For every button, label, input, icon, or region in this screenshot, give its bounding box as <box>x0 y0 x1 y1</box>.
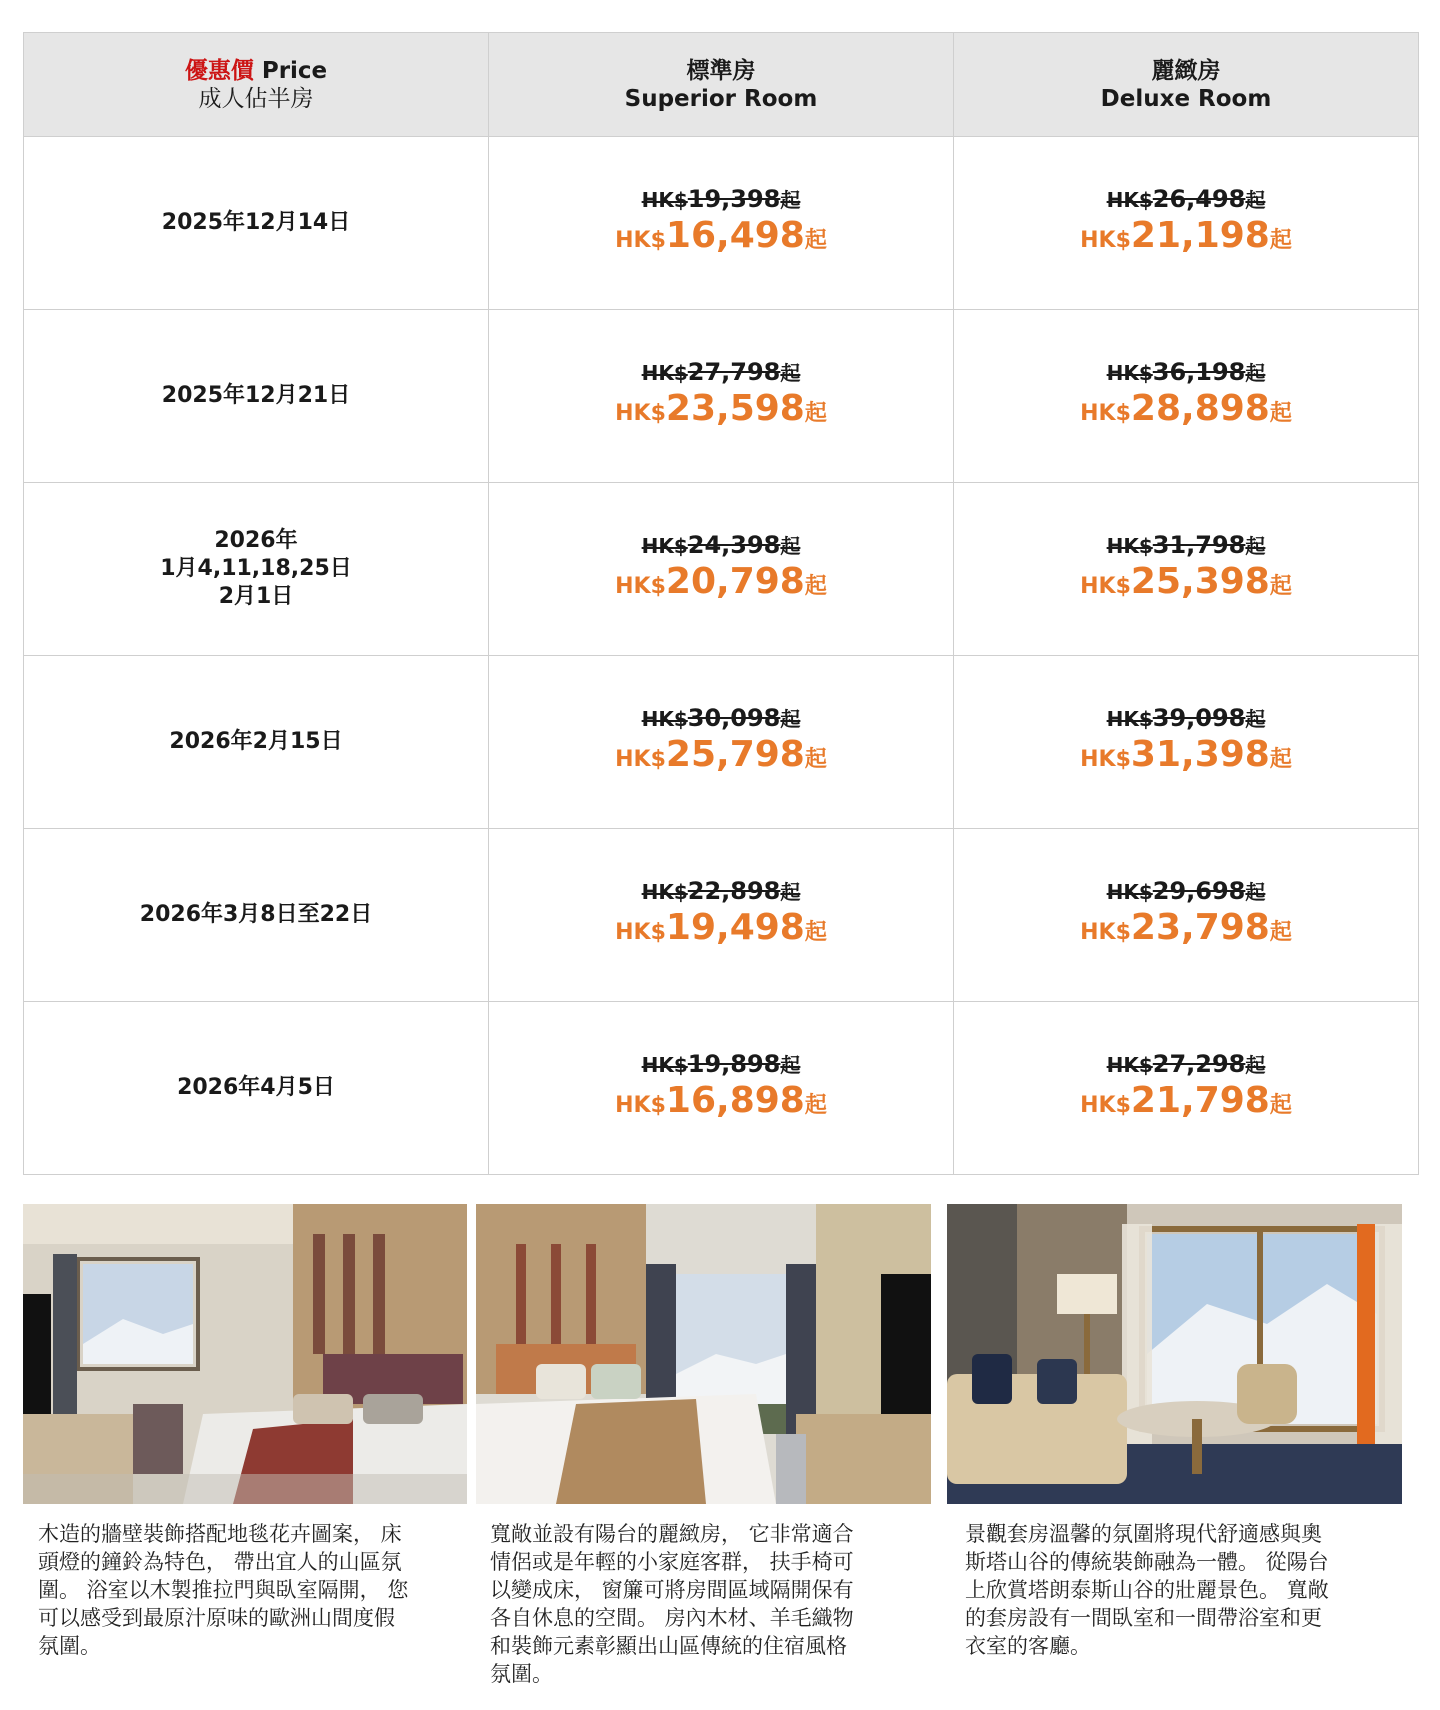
header-price <box>24 33 489 137</box>
deluxe-original-price: HK$36,198起 <box>1106 358 1266 386</box>
description-line: 衣室的客廳。 <box>965 1634 1091 1658</box>
deluxe-original-price: HK$39,098起 <box>1106 704 1266 732</box>
deluxe-offer-price: HK$21,198起 <box>1080 215 1292 256</box>
date-line: 2026年2月15日 <box>169 729 343 754</box>
superior-offer-price: HK$16,498起 <box>615 215 827 256</box>
header-deluxe-en: Deluxe Room <box>1100 85 1272 112</box>
suite-room-description <box>965 1520 1405 1660</box>
description-line: 可以感受到最原汁原味的歐洲山間度假 <box>38 1606 395 1630</box>
header-superior-zh: 標準房 <box>686 57 756 84</box>
superior-original-price: HK$30,098起 <box>641 704 801 732</box>
superior-offer-price: HK$23,598起 <box>615 388 827 429</box>
deluxe-original-price: HK$31,798起 <box>1106 531 1266 559</box>
table-row <box>24 1002 1419 1175</box>
header-price-en: Price <box>261 57 328 84</box>
date-cell <box>24 483 489 656</box>
deluxe-price-cell <box>954 1002 1419 1175</box>
description-line: 頭燈的鐘鈴為特色， 帶出宜人的山區氛 <box>38 1550 402 1574</box>
deluxe-offer-price: HK$25,398起 <box>1080 561 1292 602</box>
header-superior-room <box>489 33 954 137</box>
room-gallery <box>0 1204 1440 1504</box>
superior-price-cell <box>489 829 954 1002</box>
superior-price-cell <box>489 483 954 656</box>
superior-price-cell <box>489 137 954 310</box>
header-price-highlight: 優惠價 <box>184 57 254 84</box>
price-table <box>23 32 1419 1175</box>
deluxe-price-cell <box>954 483 1419 656</box>
deluxe-price-cell <box>954 829 1419 1002</box>
superior-original-price: HK$19,898起 <box>641 1050 801 1078</box>
table-row <box>24 137 1419 310</box>
table-row <box>24 656 1419 829</box>
description-line: 各自休息的空間。 房內木材、羊毛織物 <box>490 1606 854 1630</box>
superior-offer-price: HK$20,798起 <box>615 561 827 602</box>
date-line: 2月1日 <box>218 584 294 609</box>
superior-room-photo <box>23 1204 467 1504</box>
superior-offer-price: HK$16,898起 <box>615 1080 827 1121</box>
superior-price-cell <box>489 1002 954 1175</box>
description-line: 氛圍。 <box>490 1662 553 1686</box>
date-cell <box>24 310 489 483</box>
deluxe-price-cell <box>954 137 1419 310</box>
date-line: 2025年12月14日 <box>161 210 351 235</box>
table-row <box>24 483 1419 656</box>
superior-original-price: HK$24,398起 <box>641 531 801 559</box>
superior-price-cell <box>489 310 954 483</box>
description-line: 寬敞並設有陽台的麗緻房， 它非常適合 <box>490 1522 854 1546</box>
deluxe-offer-price: HK$21,798起 <box>1080 1080 1292 1121</box>
deluxe-original-price: HK$26,498起 <box>1106 185 1266 213</box>
header-deluxe-zh: 麗緻房 <box>1151 57 1221 84</box>
superior-original-price: HK$19,398起 <box>641 185 801 213</box>
deluxe-original-price: HK$27,298起 <box>1106 1050 1266 1078</box>
description-line: 的套房設有一間臥室和一間帶浴室和更 <box>965 1606 1322 1630</box>
superior-original-price: HK$22,898起 <box>641 877 801 905</box>
table-header-row <box>24 33 1419 137</box>
description-line: 上欣賞塔朗泰斯山谷的壯麗景色。 寬敞 <box>965 1578 1329 1602</box>
deluxe-room-description <box>490 1520 930 1688</box>
description-line: 圍。 浴室以木製推拉門與臥室隔開， 您 <box>38 1578 409 1602</box>
description-line: 木造的牆壁裝飾搭配地毯花卉圖案， 床 <box>38 1522 402 1546</box>
date-cell <box>24 137 489 310</box>
description-line: 和裝飾元素彰顯出山區傳統的住宿風格 <box>490 1634 847 1658</box>
date-cell <box>24 829 489 1002</box>
header-deluxe-room <box>954 33 1419 137</box>
deluxe-price-cell <box>954 310 1419 483</box>
deluxe-room-photo <box>476 1204 931 1504</box>
description-line: 氛圍。 <box>38 1634 101 1658</box>
superior-original-price: HK$27,798起 <box>641 358 801 386</box>
superior-offer-price: HK$19,498起 <box>615 907 827 948</box>
header-superior-en: Superior Room <box>624 85 818 112</box>
deluxe-offer-price: HK$31,398起 <box>1080 734 1292 775</box>
date-line: 1月4,11,18,25日 <box>160 556 352 581</box>
deluxe-price-cell <box>954 656 1419 829</box>
deluxe-offer-price: HK$23,798起 <box>1080 907 1292 948</box>
date-cell <box>24 1002 489 1175</box>
table-row <box>24 310 1419 483</box>
description-line: 斯塔山谷的傳統裝飾融為一體。 從陽台 <box>965 1550 1329 1574</box>
header-price-sub: 成人佔半房 <box>198 85 314 112</box>
superior-offer-price: HK$25,798起 <box>615 734 827 775</box>
date-cell <box>24 656 489 829</box>
suite-room-photo <box>947 1204 1402 1504</box>
date-line: 2026年3月8日至22日 <box>139 902 373 927</box>
description-line: 景觀套房溫馨的氛圍將現代舒適感與奧 <box>965 1522 1322 1546</box>
superior-room-description <box>38 1520 468 1660</box>
date-line: 2026年4月5日 <box>177 1075 335 1100</box>
table-row <box>24 829 1419 1002</box>
description-line: 情侶或是年輕的小家庭客群， 扶手椅可 <box>490 1550 854 1574</box>
superior-price-cell <box>489 656 954 829</box>
deluxe-original-price: HK$29,698起 <box>1106 877 1266 905</box>
date-line: 2025年12月21日 <box>161 383 351 408</box>
date-line: 2026年 <box>214 528 298 553</box>
description-line: 以變成床， 窗簾可將房間區域隔開保有 <box>490 1578 854 1602</box>
deluxe-offer-price: HK$28,898起 <box>1080 388 1292 429</box>
